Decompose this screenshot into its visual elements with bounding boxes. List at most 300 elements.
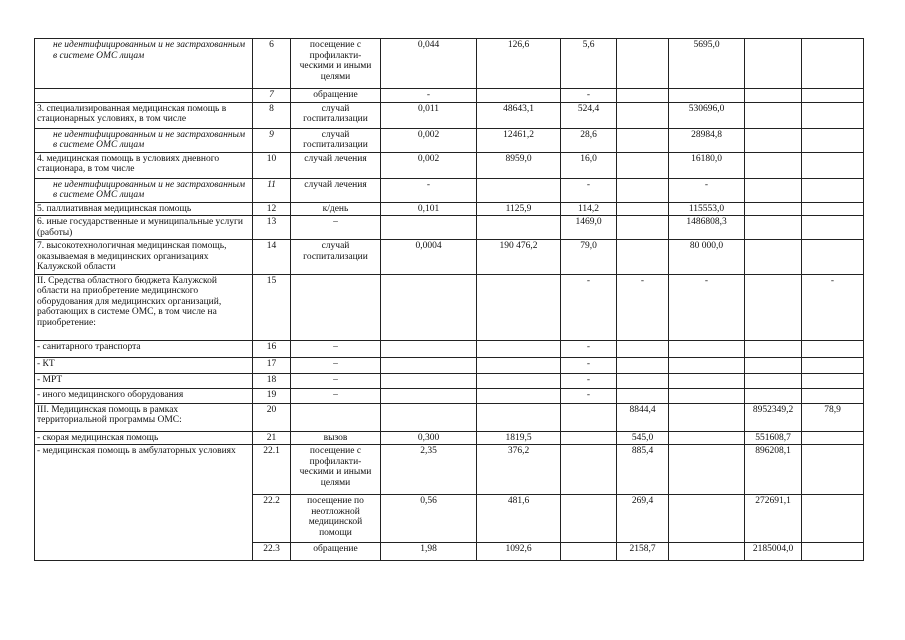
value-cell-4-text: 2158,7 bbox=[629, 544, 656, 554]
value-cell-1-text: 0,56 bbox=[420, 496, 437, 506]
value-cell-2 bbox=[477, 178, 561, 202]
unit-of-measure bbox=[291, 240, 381, 275]
row-name bbox=[35, 403, 253, 431]
value-cell-1-text: - bbox=[426, 90, 431, 100]
value-cell-3 bbox=[561, 357, 617, 373]
value-cell-3 bbox=[561, 403, 617, 431]
value-cell-4 bbox=[617, 128, 669, 152]
value-cell-6-text: 272691,1 bbox=[755, 496, 791, 506]
value-cell-3-text: - bbox=[586, 341, 591, 352]
value-cell-4-text: 8844,4 bbox=[629, 404, 656, 415]
row-number-text: 18 bbox=[266, 374, 277, 385]
value-cell-7 bbox=[802, 403, 864, 431]
unit-of-measure bbox=[291, 431, 381, 445]
value-cell-5 bbox=[669, 178, 745, 202]
unit-of-measure-text: – bbox=[333, 217, 338, 227]
table-row bbox=[35, 403, 864, 431]
value-cell-5-text: 1486808,3 bbox=[686, 217, 727, 227]
unit-of-measure-text: – bbox=[333, 358, 338, 369]
value-cell-6 bbox=[745, 357, 802, 373]
row-number-text: 7 bbox=[269, 90, 274, 100]
value-cell-6 bbox=[745, 543, 802, 561]
value-cell-1 bbox=[381, 152, 477, 178]
value-cell-6 bbox=[745, 274, 802, 340]
row-name-text: - санитарного транспорта bbox=[37, 341, 141, 352]
value-cell-3 bbox=[561, 274, 617, 340]
value-cell-7 bbox=[802, 178, 864, 202]
row-name bbox=[35, 216, 253, 240]
row-name bbox=[35, 102, 253, 128]
unit-of-measure-text: случай госпитализации bbox=[303, 103, 368, 124]
value-cell-1 bbox=[381, 543, 477, 561]
value-cell-2 bbox=[477, 39, 561, 89]
value-cell-1 bbox=[381, 357, 477, 373]
value-cell-1 bbox=[381, 274, 477, 340]
table-row bbox=[35, 152, 864, 178]
value-cell-7 bbox=[802, 373, 864, 388]
table-row bbox=[35, 274, 864, 340]
value-cell-1-text: 0,002 bbox=[417, 129, 440, 140]
value-cell-7-text: 78,9 bbox=[824, 404, 841, 415]
unit-of-measure bbox=[291, 543, 381, 561]
value-cell-2-text: 48643,1 bbox=[503, 103, 534, 114]
value-cell-5 bbox=[669, 357, 745, 373]
row-name bbox=[35, 152, 253, 178]
table-row bbox=[35, 445, 864, 495]
value-cell-3 bbox=[561, 128, 617, 152]
value-cell-3-text: 5,6 bbox=[582, 40, 595, 50]
row-number bbox=[253, 357, 291, 373]
value-cell-6-text: 551608,7 bbox=[755, 432, 791, 443]
value-cell-1-text: 0,044 bbox=[417, 40, 440, 50]
row-name-text: - МРТ bbox=[37, 374, 63, 385]
value-cell-3 bbox=[561, 445, 617, 495]
value-cell-4-text: - bbox=[640, 275, 645, 286]
unit-of-measure bbox=[291, 373, 381, 388]
value-cell-4 bbox=[617, 216, 669, 240]
value-cell-1 bbox=[381, 128, 477, 152]
value-cell-3 bbox=[561, 340, 617, 357]
value-cell-3-text: 524,4 bbox=[577, 103, 600, 114]
row-number bbox=[253, 495, 291, 543]
value-cell-2-text: 1819,5 bbox=[505, 432, 532, 443]
value-cell-5 bbox=[669, 445, 745, 495]
row-name-text: 4. медицинская помощь в условиях дневного стационара, в том числе bbox=[37, 153, 220, 174]
value-cell-6 bbox=[745, 445, 802, 495]
row-number-text: 22.2 bbox=[263, 496, 280, 506]
value-cell-6 bbox=[745, 89, 802, 103]
row-name bbox=[35, 388, 253, 403]
value-cell-3-text: 16,0 bbox=[580, 153, 597, 164]
value-cell-7 bbox=[802, 39, 864, 89]
unit-of-measure bbox=[291, 274, 381, 340]
unit-of-measure bbox=[291, 388, 381, 403]
row-number bbox=[253, 216, 291, 240]
unit-of-measure-text: случай лечения bbox=[304, 153, 367, 164]
row-number-text: 21 bbox=[266, 432, 277, 443]
value-cell-2 bbox=[477, 152, 561, 178]
table-row bbox=[35, 240, 864, 275]
value-cell-7 bbox=[802, 388, 864, 403]
value-cell-3 bbox=[561, 202, 617, 216]
value-cell-7 bbox=[802, 274, 864, 340]
value-cell-7 bbox=[802, 445, 864, 495]
row-name bbox=[35, 431, 253, 445]
value-cell-3 bbox=[561, 543, 617, 561]
value-cell-6 bbox=[745, 102, 802, 128]
row-number-text: 11 bbox=[267, 179, 276, 190]
unit-of-measure-text: случай госпитализации bbox=[303, 241, 368, 262]
value-cell-6-text: 2185004,0 bbox=[752, 544, 794, 554]
value-cell-2 bbox=[477, 102, 561, 128]
budget-table bbox=[34, 38, 864, 561]
value-cell-2 bbox=[477, 445, 561, 495]
value-cell-5-text: 115553,0 bbox=[688, 203, 725, 214]
value-cell-3-text: - bbox=[586, 179, 591, 190]
value-cell-4-text: 545,0 bbox=[631, 432, 654, 443]
value-cell-6 bbox=[745, 152, 802, 178]
value-cell-5-text: 28984,8 bbox=[691, 129, 722, 140]
value-cell-6 bbox=[745, 431, 802, 445]
row-number-text: 10 bbox=[266, 153, 277, 164]
row-number-text: 8 bbox=[269, 103, 274, 114]
row-number-text: 14 bbox=[266, 241, 277, 251]
unit-of-measure bbox=[291, 128, 381, 152]
unit-of-measure bbox=[291, 495, 381, 543]
value-cell-3-text: 1469,0 bbox=[575, 217, 602, 227]
unit-of-measure-text: случай госпитализации bbox=[303, 129, 368, 150]
row-name bbox=[35, 357, 253, 373]
value-cell-1-text: 0,002 bbox=[417, 153, 440, 164]
value-cell-5 bbox=[669, 89, 745, 103]
row-number bbox=[253, 340, 291, 357]
value-cell-4 bbox=[617, 274, 669, 340]
value-cell-1 bbox=[381, 431, 477, 445]
value-cell-7 bbox=[802, 89, 864, 103]
value-cell-4 bbox=[617, 89, 669, 103]
value-cell-6 bbox=[745, 39, 802, 89]
table-row bbox=[35, 388, 864, 403]
row-name bbox=[35, 373, 253, 388]
unit-of-measure-text: – bbox=[333, 374, 338, 385]
row-number-text: 12 bbox=[266, 203, 277, 214]
unit-of-measure bbox=[291, 202, 381, 216]
value-cell-5 bbox=[669, 102, 745, 128]
value-cell-5 bbox=[669, 240, 745, 275]
table-row bbox=[35, 178, 864, 202]
value-cell-6 bbox=[745, 373, 802, 388]
value-cell-3-text: 28,6 bbox=[580, 129, 597, 140]
value-cell-2 bbox=[477, 357, 561, 373]
value-cell-4 bbox=[617, 202, 669, 216]
value-cell-6 bbox=[745, 240, 802, 275]
value-cell-7 bbox=[802, 202, 864, 216]
value-cell-4-text: 269,4 bbox=[631, 496, 654, 506]
value-cell-6 bbox=[745, 202, 802, 216]
value-cell-2 bbox=[477, 274, 561, 340]
value-cell-2 bbox=[477, 89, 561, 103]
table-row bbox=[35, 373, 864, 388]
value-cell-1 bbox=[381, 445, 477, 495]
value-cell-3-text: 114,2 bbox=[577, 203, 600, 214]
value-cell-1 bbox=[381, 102, 477, 128]
row-number bbox=[253, 178, 291, 202]
value-cell-2 bbox=[477, 216, 561, 240]
value-cell-3-text: 79,0 bbox=[580, 241, 597, 251]
value-cell-7 bbox=[802, 431, 864, 445]
value-cell-5 bbox=[669, 216, 745, 240]
value-cell-1-text: 0,0004 bbox=[415, 241, 442, 251]
value-cell-1-text: 2,35 bbox=[420, 446, 437, 456]
value-cell-1-text: 0,300 bbox=[417, 432, 440, 443]
value-cell-3 bbox=[561, 388, 617, 403]
row-number-text: 22.1 bbox=[263, 446, 280, 456]
value-cell-6 bbox=[745, 495, 802, 543]
row-name bbox=[35, 39, 253, 89]
value-cell-4 bbox=[617, 543, 669, 561]
value-cell-3 bbox=[561, 152, 617, 178]
unit-of-measure-text: обращение bbox=[313, 90, 358, 100]
value-cell-7 bbox=[802, 495, 864, 543]
value-cell-7 bbox=[802, 216, 864, 240]
value-cell-5 bbox=[669, 373, 745, 388]
table-row bbox=[35, 128, 864, 152]
row-number bbox=[253, 445, 291, 495]
unit-of-measure bbox=[291, 340, 381, 357]
value-cell-1 bbox=[381, 403, 477, 431]
row-name-text: III. Медицинская помощь в рамках территориальной программы ОМС: bbox=[37, 404, 182, 425]
value-cell-1 bbox=[381, 240, 477, 275]
row-name bbox=[35, 89, 253, 103]
value-cell-5 bbox=[669, 495, 745, 543]
value-cell-3 bbox=[561, 495, 617, 543]
table-row bbox=[35, 357, 864, 373]
table-row bbox=[35, 102, 864, 128]
row-number-text: 15 bbox=[266, 275, 277, 286]
row-number bbox=[253, 202, 291, 216]
value-cell-4 bbox=[617, 152, 669, 178]
value-cell-7 bbox=[802, 357, 864, 373]
value-cell-4 bbox=[617, 388, 669, 403]
value-cell-1 bbox=[381, 340, 477, 357]
unit-of-measure-text: случай лечения bbox=[304, 179, 367, 190]
value-cell-6 bbox=[745, 388, 802, 403]
table-row bbox=[35, 202, 864, 216]
value-cell-5-text: - bbox=[704, 275, 709, 286]
unit-of-measure-text: посещение по неотложной медицинской помощи bbox=[307, 496, 364, 538]
value-cell-3 bbox=[561, 102, 617, 128]
row-number-text: 16 bbox=[266, 341, 277, 352]
unit-of-measure-text: вызов bbox=[323, 432, 348, 443]
row-name-text: не идентифицированным и не застрахованным в системе ОМС лицам bbox=[53, 129, 246, 150]
value-cell-4 bbox=[617, 403, 669, 431]
value-cell-4 bbox=[617, 495, 669, 543]
unit-of-measure bbox=[291, 178, 381, 202]
row-number bbox=[253, 89, 291, 103]
row-name-text: 3. специализированная медицинская помощь в стационарных условиях, в том числе bbox=[37, 103, 227, 124]
unit-of-measure bbox=[291, 39, 381, 89]
row-name-text: - скорая медицинская помощь bbox=[37, 432, 159, 443]
value-cell-7 bbox=[802, 240, 864, 275]
value-cell-2-text: 126,6 bbox=[507, 40, 530, 50]
table-row bbox=[35, 431, 864, 445]
unit-of-measure bbox=[291, 357, 381, 373]
value-cell-2-text: 190 476,2 bbox=[499, 241, 538, 251]
table-row bbox=[35, 340, 864, 357]
unit-of-measure-text: – bbox=[333, 389, 338, 400]
unit-of-measure-text: посещение с профилакти-ческими и иными целями bbox=[299, 446, 372, 488]
value-cell-1 bbox=[381, 495, 477, 543]
value-cell-2-text: 1092,6 bbox=[505, 544, 532, 554]
value-cell-2 bbox=[477, 128, 561, 152]
value-cell-2 bbox=[477, 340, 561, 357]
row-number bbox=[253, 274, 291, 340]
value-cell-2 bbox=[477, 202, 561, 216]
table-row bbox=[35, 216, 864, 240]
value-cell-1-text: 1,98 bbox=[420, 544, 437, 554]
value-cell-5 bbox=[669, 431, 745, 445]
row-name bbox=[35, 128, 253, 152]
row-name-text: II. Средства областного бюджета Калужской области на приобретение медицинского оборудования для медицинских организаций, работающих в системе ОМС, в том числе на приобретение: bbox=[37, 275, 222, 328]
value-cell-1 bbox=[381, 89, 477, 103]
unit-of-measure bbox=[291, 152, 381, 178]
value-cell-7 bbox=[802, 152, 864, 178]
row-name bbox=[35, 445, 253, 561]
value-cell-4 bbox=[617, 357, 669, 373]
table-row bbox=[35, 39, 864, 89]
value-cell-6 bbox=[745, 216, 802, 240]
value-cell-4 bbox=[617, 178, 669, 202]
value-cell-2 bbox=[477, 403, 561, 431]
value-cell-5 bbox=[669, 39, 745, 89]
value-cell-2-text: 1125,9 bbox=[505, 203, 532, 214]
row-number bbox=[253, 373, 291, 388]
value-cell-6-text: 896208,1 bbox=[755, 446, 791, 456]
value-cell-1 bbox=[381, 216, 477, 240]
value-cell-1-text: 0,101 bbox=[417, 203, 440, 214]
value-cell-2-text: 8959,0 bbox=[505, 153, 532, 164]
row-name bbox=[35, 240, 253, 275]
value-cell-3-text: - bbox=[586, 90, 591, 100]
value-cell-2 bbox=[477, 431, 561, 445]
value-cell-1-text: - bbox=[426, 179, 431, 190]
value-cell-2-text: 12461,2 bbox=[503, 129, 534, 140]
value-cell-5 bbox=[669, 202, 745, 216]
row-name-text: - медицинская помощь в амбулаторных условиях bbox=[37, 446, 236, 456]
value-cell-5-text: 530696,0 bbox=[688, 103, 725, 114]
value-cell-5 bbox=[669, 152, 745, 178]
row-name bbox=[35, 202, 253, 216]
value-cell-2-text: 376,2 bbox=[507, 446, 530, 456]
value-cell-2-text: 481,6 bbox=[507, 496, 530, 506]
row-number bbox=[253, 403, 291, 431]
value-cell-2 bbox=[477, 543, 561, 561]
value-cell-2 bbox=[477, 388, 561, 403]
row-number bbox=[253, 152, 291, 178]
value-cell-5-text: 5695,0 bbox=[693, 40, 720, 50]
row-number bbox=[253, 102, 291, 128]
value-cell-1 bbox=[381, 202, 477, 216]
row-name-text: 5. паллиативная медицинская помощь bbox=[37, 203, 192, 214]
value-cell-7-text: - bbox=[830, 275, 835, 286]
table-row bbox=[35, 89, 864, 103]
row-name bbox=[35, 340, 253, 357]
row-name-text: не идентифицированным и не застрахованным в системе ОМС лицам bbox=[53, 179, 246, 200]
value-cell-3 bbox=[561, 373, 617, 388]
value-cell-5 bbox=[669, 274, 745, 340]
value-cell-5-text: - bbox=[704, 179, 709, 190]
unit-of-measure-text: – bbox=[333, 341, 338, 352]
value-cell-3-text: - bbox=[586, 275, 591, 286]
value-cell-6 bbox=[745, 128, 802, 152]
value-cell-7 bbox=[802, 543, 864, 561]
unit-of-measure bbox=[291, 102, 381, 128]
row-number-text: 22.3 bbox=[263, 544, 280, 554]
value-cell-2 bbox=[477, 240, 561, 275]
row-name-text: - КТ bbox=[37, 358, 55, 369]
row-number-text: 20 bbox=[266, 404, 277, 415]
value-cell-3-text: - bbox=[586, 374, 591, 385]
unit-of-measure bbox=[291, 216, 381, 240]
row-name-text: 7. высокотехнологичная медицинская помощь, оказываемая в медицинских организациях Калужской области bbox=[37, 241, 227, 272]
value-cell-3-text: - bbox=[586, 358, 591, 369]
unit-of-measure bbox=[291, 89, 381, 103]
table-body bbox=[35, 39, 864, 561]
value-cell-7 bbox=[802, 102, 864, 128]
value-cell-6 bbox=[745, 178, 802, 202]
value-cell-3 bbox=[561, 431, 617, 445]
unit-of-measure-text: посещение с профилакти-ческими и иными целями bbox=[299, 40, 372, 82]
unit-of-measure-text: к/день bbox=[322, 203, 349, 214]
value-cell-5 bbox=[669, 340, 745, 357]
unit-of-measure bbox=[291, 445, 381, 495]
value-cell-5 bbox=[669, 403, 745, 431]
row-name-text: - иного медицинского оборудования bbox=[37, 389, 184, 400]
row-number-text: 13 bbox=[266, 217, 277, 227]
row-number bbox=[253, 39, 291, 89]
value-cell-3 bbox=[561, 216, 617, 240]
value-cell-4 bbox=[617, 240, 669, 275]
value-cell-3 bbox=[561, 39, 617, 89]
row-name-text: не идентифицированным и не застрахованным в системе ОМС лицам bbox=[53, 40, 246, 61]
value-cell-3 bbox=[561, 178, 617, 202]
row-number-text: 6 bbox=[269, 40, 274, 50]
value-cell-4 bbox=[617, 39, 669, 89]
row-number bbox=[253, 128, 291, 152]
value-cell-5-text: 16180,0 bbox=[691, 153, 722, 164]
row-name-text: 6. иные государственные и муниципальные услуги (работы) bbox=[37, 217, 243, 238]
value-cell-4 bbox=[617, 102, 669, 128]
value-cell-4 bbox=[617, 431, 669, 445]
value-cell-4 bbox=[617, 373, 669, 388]
row-number-text: 17 bbox=[266, 358, 277, 369]
value-cell-7 bbox=[802, 128, 864, 152]
value-cell-6 bbox=[745, 340, 802, 357]
value-cell-1-text: 0,011 bbox=[417, 103, 440, 114]
value-cell-3 bbox=[561, 240, 617, 275]
value-cell-3 bbox=[561, 89, 617, 103]
value-cell-1 bbox=[381, 373, 477, 388]
row-name bbox=[35, 178, 253, 202]
value-cell-4-text: 885,4 bbox=[631, 446, 654, 456]
value-cell-7 bbox=[802, 340, 864, 357]
value-cell-2 bbox=[477, 373, 561, 388]
row-number bbox=[253, 543, 291, 561]
value-cell-6-text: 8952349,2 bbox=[752, 404, 794, 415]
value-cell-5 bbox=[669, 543, 745, 561]
row-number bbox=[253, 431, 291, 445]
value-cell-2 bbox=[477, 495, 561, 543]
